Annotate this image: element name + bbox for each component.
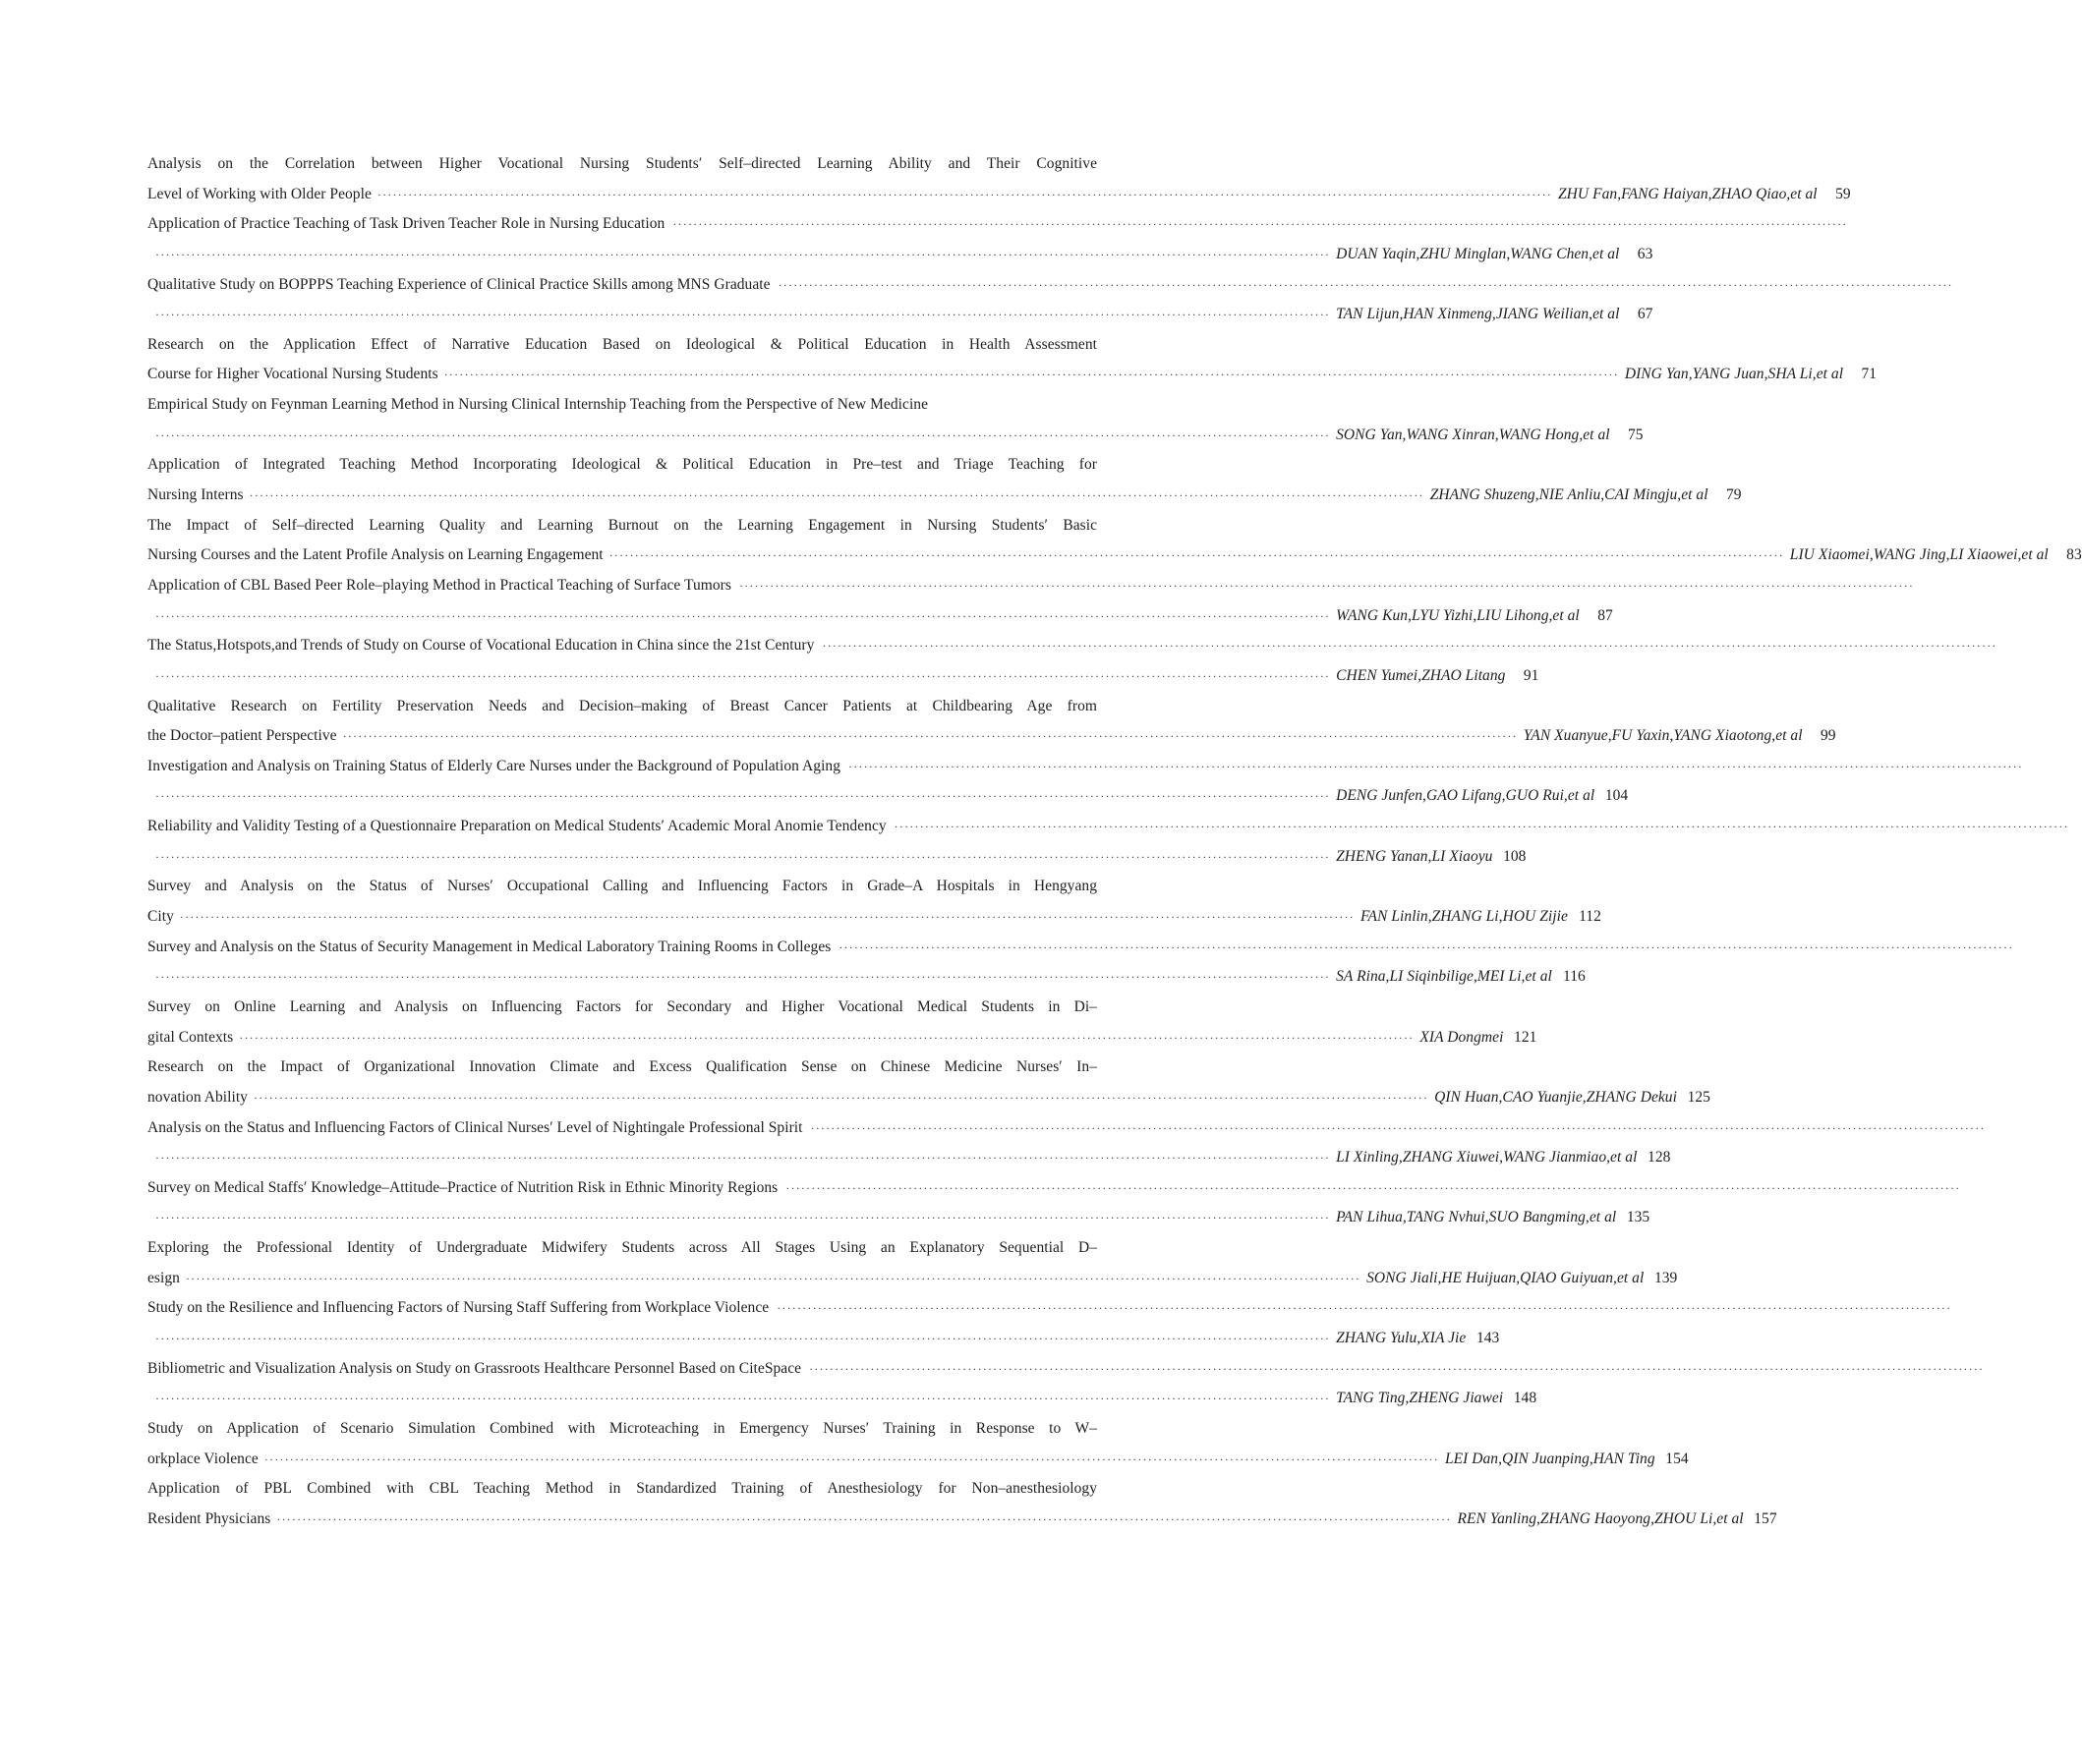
- entry-page-number: 91: [1523, 666, 1539, 684]
- entry-title-line: [147, 1293, 1130, 1324]
- entry-page-number: 67: [1637, 306, 1653, 323]
- entry-author-line: [147, 1203, 1650, 1233]
- entry-author-line: [147, 1324, 1500, 1354]
- entry-page-number: 79: [1725, 486, 1742, 504]
- entry-authors: XIA Dongmei: [1419, 1028, 1504, 1046]
- toc-entry[interactable]: [147, 692, 1836, 752]
- entry-title-line: [147, 872, 1130, 902]
- dot-leader: [848, 752, 2023, 782]
- entry-page-number: 104: [1604, 787, 1629, 805]
- entry-title-line: [147, 149, 1130, 180]
- entry-page-number: 83: [2066, 546, 2082, 564]
- entry-title-line: [147, 571, 1130, 601]
- entry-title: Survey and Analysis on the Status of Nurses′ Occupational Calling and Influencing Factors in Grade–A Hospitals in Hengyang: [147, 878, 1097, 895]
- entry-author-line: [147, 481, 1742, 511]
- entry-authors: PAN Lihua,TANG Nvhui,SUO Bangming,et al: [1336, 1209, 1617, 1226]
- dot-leader: [155, 1324, 1330, 1354]
- entry-page-number: 59: [1835, 185, 1851, 202]
- entry-author-line: [147, 902, 1601, 933]
- toc-entry[interactable]: [147, 933, 1586, 993]
- entry-page-number: 116: [1563, 968, 1586, 986]
- entry-title-continued: Nursing Courses and the Latent Profile Analysis on Learning Engagement: [147, 546, 604, 564]
- entry-title-line: [147, 1354, 1130, 1385]
- entry-author-line: [147, 421, 1644, 451]
- entry-authors: REN Yanling,ZHANG Haoyong,ZHOU Li,et al: [1457, 1509, 1744, 1527]
- entry-page-number: 121: [1514, 1028, 1537, 1046]
- entry-page-number: 99: [1820, 727, 1836, 745]
- entry-title-continued: the Doctor–patient Perspective: [147, 727, 337, 745]
- dot-leader: [155, 781, 1330, 812]
- entry-author-line: [147, 300, 1653, 330]
- entry-title-continued: novation Ability: [147, 1088, 248, 1106]
- entry-authors: WANG Kun,LYU Yizhi,LIU Lihong,et al: [1336, 606, 1580, 624]
- toc-entry[interactable]: [147, 1354, 1537, 1414]
- entry-authors: SONG Yan,WANG Xinran,WANG Hong,et al: [1336, 426, 1610, 443]
- entry-title: Survey and Analysis on the Status of Security Management in Medical Laboratory Training Rooms in Colleges: [147, 938, 832, 955]
- entry-title: Empirical Study on Feynman Learning Method in Nursing Clinical Internship Teaching from the Perspective of New Medicine: [147, 396, 929, 414]
- entry-authors: CHEN Yumei,ZHAO Litang: [1336, 666, 1506, 684]
- dot-leader: [276, 1505, 1451, 1535]
- dot-leader: [895, 812, 2069, 842]
- entry-title-continued: esign: [147, 1269, 180, 1286]
- entry-author-line: [147, 601, 1613, 632]
- entry-title: Analysis on the Correlation between Higher Vocational Nursing Students′ Self–directed Learning Ability and Their Cognitive: [147, 155, 1097, 172]
- entry-page-number: 75: [1628, 426, 1644, 443]
- entry-author-line: [147, 842, 1527, 873]
- toc-entry[interactable]: [147, 571, 1613, 631]
- dot-leader: [809, 1354, 1984, 1385]
- toc-entry[interactable]: [147, 872, 1601, 932]
- toc-entry[interactable]: [147, 1414, 1689, 1474]
- entry-title-line: [147, 993, 1130, 1023]
- dot-leader: [155, 300, 1330, 330]
- entry-authors: DENG Junfen,GAO Lifang,GUO Rui,et al: [1336, 787, 1595, 805]
- entry-author-line: [147, 721, 1836, 752]
- entry-title: Research on the Application Effect of Narrative Education Based on Ideological & Political Education in Health Assessment: [147, 335, 1097, 353]
- dot-leader: [777, 1293, 1951, 1324]
- dot-leader: [785, 1173, 1960, 1204]
- entry-title: Exploring the Professional Identity of Undergraduate Midwifery Students across All Stages Using an Explanatory Sequential D–: [147, 1239, 1097, 1257]
- entry-authors: SA Rina,LI Siqinbilige,MEI Li,et al: [1336, 968, 1552, 986]
- entry-author-line: [147, 1384, 1537, 1414]
- entry-page-number: 154: [1665, 1450, 1689, 1467]
- toc-entry[interactable]: [147, 149, 1851, 209]
- entry-author-line: [147, 781, 1629, 812]
- entry-authors: ZHENG Yanan,LI Xiaoyu: [1336, 847, 1493, 865]
- toc-entry[interactable]: [147, 993, 1537, 1053]
- entry-title-continued: Nursing Interns: [147, 486, 244, 504]
- toc-entry[interactable]: [147, 1113, 1671, 1173]
- entry-author-line: [147, 180, 1851, 210]
- entry-title-line: [147, 1414, 1130, 1445]
- entry-authors: ZHANG Yulu,XIA Jie: [1336, 1329, 1467, 1346]
- entry-page-number: 63: [1637, 245, 1653, 262]
- entry-title-continued: orkplace Violence: [147, 1450, 259, 1467]
- dot-leader: [155, 962, 1330, 993]
- entry-author-line: [147, 1505, 1777, 1535]
- entry-page-number: 108: [1503, 847, 1527, 865]
- entry-page-number: 87: [1597, 606, 1613, 624]
- entry-authors: FAN Linlin,ZHANG Li,HOU Zijie: [1360, 908, 1568, 926]
- entry-title-line: [147, 511, 1130, 541]
- entry-author-line: [147, 962, 1586, 993]
- dot-leader: [155, 1203, 1330, 1233]
- entry-title: The Status,Hotspots,and Trends of Study on Course of Vocational Education in China since the 21st Century: [147, 637, 815, 654]
- entry-title: Survey on Medical Staffs′ Knowledge–Attitude–Practice of Nutrition Risk in Ethnic Minority Regions: [147, 1178, 779, 1196]
- dot-leader: [155, 601, 1330, 632]
- dot-leader: [377, 180, 1552, 210]
- entry-page-number: 71: [1861, 366, 1878, 383]
- entry-title-line: [147, 1233, 1130, 1264]
- toc-entry[interactable]: [147, 631, 1539, 691]
- table-of-contents: [147, 149, 2082, 1534]
- dot-leader: [739, 571, 1914, 601]
- dot-leader: [239, 1023, 1414, 1053]
- toc-entry[interactable]: [147, 209, 1653, 269]
- dot-leader: [155, 842, 1330, 873]
- dot-leader: [672, 209, 1847, 240]
- entry-author-line: [147, 541, 2082, 571]
- entry-title-line: [147, 1474, 1130, 1505]
- entry-page-number: 128: [1648, 1149, 1671, 1167]
- entry-title-continued: City: [147, 908, 174, 926]
- entry-title: Study on Application of Scenario Simulation Combined with Microteaching in Emergency Nurses′ Training in Response to W–: [147, 1419, 1097, 1437]
- toc-entry[interactable]: [147, 752, 1629, 812]
- toc-entry[interactable]: [147, 390, 1644, 450]
- entry-title: Application of PBL Combined with CBL Teaching Method in Standardized Training of Anesthesiology for Non–anesthesiology: [147, 1480, 1097, 1498]
- entry-authors: ZHU Fan,FANG Haiyan,ZHAO Qiao,et al: [1558, 185, 1818, 202]
- entry-title: The Impact of Self–directed Learning Quality and Learning Burnout on the Learning Engagement in Nursing Students′ Basic: [147, 516, 1097, 534]
- dot-leader: [343, 721, 1518, 752]
- entry-title-continued: Level of Working with Older People: [147, 185, 372, 202]
- entry-authors: LIU Xiaomei,WANG Jing,LI Xiaowei,et al: [1789, 546, 2049, 564]
- entry-authors: TANG Ting,ZHENG Jiawei: [1336, 1390, 1504, 1407]
- entry-title: Bibliometric and Visualization Analysis on Study on Grassroots Healthcare Personnel Based on CiteSpace: [147, 1359, 802, 1377]
- entry-title-line: [147, 812, 1130, 842]
- dot-leader: [155, 1384, 1330, 1414]
- entry-author-line: [147, 661, 1539, 692]
- entry-title: Application of Integrated Teaching Method Incorporating Ideological & Political Education in Pre–test and Triage Teaching for: [147, 456, 1097, 474]
- entry-title: Qualitative Research on Fertility Preservation Needs and Decision–making of Breast Cancer Patients at Childbearing Age from: [147, 697, 1097, 714]
- entry-authors: ZHANG Shuzeng,NIE Anliu,CAI Mingju,et al: [1429, 486, 1708, 504]
- entry-author-line: [147, 1023, 1537, 1053]
- dot-leader: [186, 1264, 1360, 1294]
- entry-page-number: 143: [1475, 1329, 1500, 1346]
- entry-title-line: [147, 450, 1130, 481]
- entry-title-line: [147, 209, 1130, 240]
- entry-title: Research on the Impact of Organizational Innovation Climate and Excess Qualification Sense on Chinese Medicine Nurses′ In–: [147, 1058, 1097, 1076]
- entry-title-continued: Course for Higher Vocational Nursing Students: [147, 366, 438, 383]
- toc-entry[interactable]: [147, 1474, 1777, 1534]
- entry-title-line: [147, 1053, 1130, 1083]
- entry-authors: DING Yan,YANG Juan,SHA Li,et al: [1624, 366, 1844, 383]
- dot-leader: [155, 661, 1330, 692]
- dot-leader: [839, 933, 2013, 963]
- entry-author-line: [147, 1083, 1710, 1113]
- entry-title-line: [147, 692, 1130, 722]
- entry-authors: LEI Dan,QIN Juanping,HAN Ting: [1444, 1450, 1655, 1467]
- dot-leader: [811, 1113, 1986, 1144]
- entry-page-number: 135: [1626, 1209, 1650, 1226]
- toc-entry[interactable]: [147, 1233, 1678, 1293]
- dot-leader: [180, 902, 1355, 933]
- dot-leader: [609, 541, 1784, 571]
- entry-authors: YAN Xuanyue,FU Yaxin,YANG Xiaotong,et al: [1523, 727, 1803, 745]
- entry-title-line: [147, 1113, 1130, 1144]
- entry-title: Study on the Resilience and Influencing Factors of Nursing Staff Suffering from Workplace Violence: [147, 1299, 770, 1317]
- entry-title-line: [147, 631, 1130, 661]
- entry-page-number: 112: [1579, 908, 1601, 926]
- dot-leader: [779, 270, 1953, 301]
- toc-entry[interactable]: [147, 511, 2082, 571]
- toc-entry[interactable]: [147, 1293, 1500, 1353]
- entry-title: Application of Practice Teaching of Task Driven Teacher Role in Nursing Education: [147, 215, 665, 233]
- entry-authors: QIN Huan,CAO Yuanjie,ZHANG Dekui: [1434, 1088, 1677, 1106]
- entry-author-line: [147, 360, 1878, 390]
- entry-title-line: [147, 270, 1130, 301]
- entry-page-number: 139: [1653, 1269, 1678, 1286]
- dot-leader: [155, 240, 1330, 270]
- entry-title-continued: gital Contexts: [147, 1028, 234, 1046]
- entry-title: Application of CBL Based Peer Role–playing Method in Practical Teaching of Surface Tumors: [147, 576, 731, 594]
- entry-author-line: [147, 1143, 1671, 1173]
- entry-title: Analysis on the Status and Influencing Factors of Clinical Nurses′ Level of Nightingale Professional Spirit: [147, 1118, 803, 1136]
- entry-title: Reliability and Validity Testing of a Questionnaire Preparation on Medical Students′ Academic Moral Anomie Tendency: [147, 818, 887, 835]
- toc-entry[interactable]: [147, 450, 1742, 510]
- dot-leader: [254, 1083, 1428, 1113]
- entry-title: Investigation and Analysis on Training Status of Elderly Care Nurses under the Background of Population Aging: [147, 757, 841, 774]
- entry-page-number: 125: [1687, 1088, 1710, 1106]
- toc-entry[interactable]: [147, 812, 1527, 872]
- entry-authors: LI Xinling,ZHANG Xiuwei,WANG Jianmiao,et al: [1336, 1149, 1638, 1167]
- entry-author-line: [147, 1264, 1678, 1294]
- toc-entry[interactable]: [147, 1053, 1710, 1112]
- entry-authors: TAN Lijun,HAN Xinmeng,JIANG Weilian,et al: [1336, 306, 1620, 323]
- dot-leader: [444, 360, 1619, 390]
- dot-leader: [822, 631, 1996, 661]
- dot-leader: [264, 1445, 1439, 1475]
- entry-title: Qualitative Study on BOPPPS Teaching Experience of Clinical Practice Skills among MNS Graduate: [147, 275, 771, 293]
- entry-title-line: [147, 1173, 1130, 1204]
- entry-author-line: [147, 240, 1653, 270]
- dot-leader: [155, 1143, 1330, 1173]
- entry-authors: DUAN Yaqin,ZHU Minglan,WANG Chen,et al: [1336, 245, 1620, 262]
- entry-title-line: [147, 330, 1130, 361]
- entry-authors: SONG Jiali,HE Huijuan,QIAO Guiyuan,et al: [1366, 1269, 1645, 1286]
- entry-title-line: [147, 390, 1130, 421]
- toc-entry[interactable]: [147, 1173, 1650, 1233]
- entry-title-continued: Resident Physicians: [147, 1509, 271, 1527]
- entry-title: Survey on Online Learning and Analysis on Influencing Factors for Secondary and Higher Vocational Medical Students in Di–: [147, 997, 1097, 1015]
- entry-page-number: 157: [1754, 1509, 1777, 1527]
- toc-entry[interactable]: [147, 270, 1653, 330]
- entry-title-line: [147, 752, 1130, 782]
- entry-title-line: [147, 933, 1130, 963]
- dot-leader: [155, 421, 1330, 451]
- dot-leader: [250, 481, 1424, 511]
- toc-entry[interactable]: [147, 330, 1878, 390]
- entry-author-line: [147, 1445, 1689, 1475]
- entry-page-number: 148: [1513, 1390, 1537, 1407]
